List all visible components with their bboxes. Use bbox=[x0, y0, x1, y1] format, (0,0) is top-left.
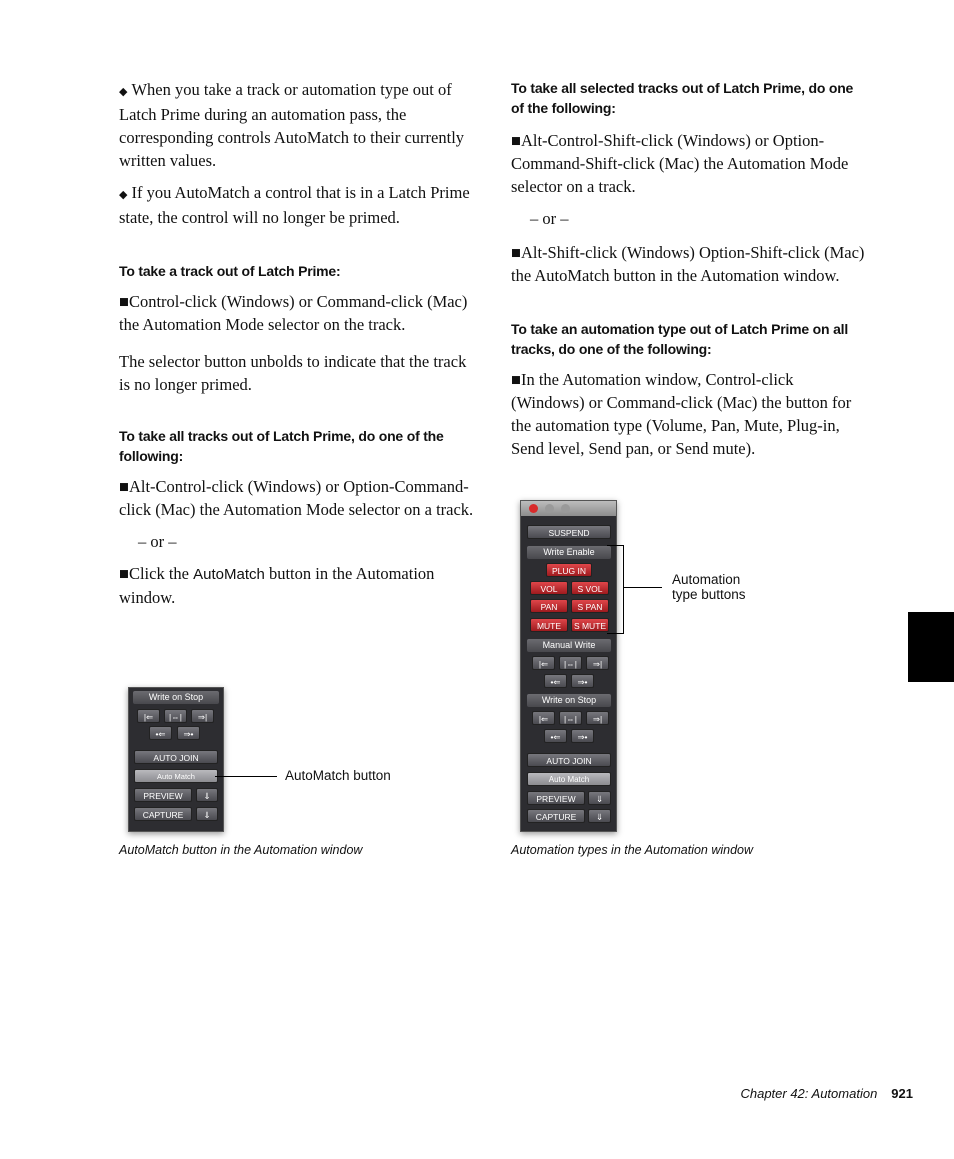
page-number: 921 bbox=[891, 1086, 913, 1101]
diamond-bullet-icon: ◆ bbox=[119, 188, 128, 201]
capture-button[interactable]: CAPTURE bbox=[134, 807, 192, 821]
or-separator: – or – bbox=[138, 532, 177, 551]
auto-match-button[interactable]: Auto Match bbox=[134, 769, 218, 783]
bracket-top bbox=[607, 545, 624, 546]
manual-write-header: Manual Write bbox=[527, 639, 611, 652]
bracket-bottom bbox=[607, 633, 624, 634]
step-paragraph: ■In the Automation window, Control-click (Windows) or Command-click (Mac) the button for the automation type (Volume, Pan, Mute, Plug-in, Send level, Send pan, or Send mute). bbox=[511, 370, 852, 458]
plug-in-button[interactable]: PLUG IN bbox=[546, 563, 592, 577]
s-vol-button[interactable]: S VOL bbox=[571, 581, 609, 595]
step-paragraph: ■Alt-Control-click (Windows) or Option-Command-click (Mac) the Automation Mode selector on a track. bbox=[119, 477, 474, 519]
auto-join-button[interactable]: AUTO JOIN bbox=[134, 750, 218, 764]
chapter-thumb-tab bbox=[908, 612, 954, 682]
step-paragraph: ■Alt-Shift-click (Windows) Option-Shift-click (Mac) the AutoMatch button in the Automation window. bbox=[511, 243, 865, 285]
close-icon[interactable] bbox=[529, 504, 538, 513]
automation-window-large bbox=[520, 500, 617, 832]
write-on-stop-header: Write on Stop bbox=[133, 691, 219, 704]
procedure-heading: To take a track out of Latch Prime: bbox=[119, 263, 341, 279]
manual-write-next-button[interactable]: ⇒• bbox=[571, 674, 594, 688]
figure-caption: AutoMatch button in the Automation window bbox=[119, 843, 363, 857]
write-on-stop-header: Write on Stop bbox=[527, 694, 611, 707]
callout-line bbox=[215, 776, 277, 777]
s-pan-button[interactable]: S PAN bbox=[571, 599, 609, 613]
stop-write-start-button[interactable]: |⇐ bbox=[532, 711, 555, 725]
bullet-paragraph: ◆ When you take a track or automation type out of Latch Prime during an automation pass, the corresponding controls AutoMatch to their currently written values. bbox=[119, 80, 465, 170]
square-bullet-icon: ■ bbox=[511, 243, 521, 262]
automation-window-small bbox=[128, 687, 224, 832]
automatch-code: AutoMatch bbox=[193, 566, 265, 583]
step-paragraph: ■Alt-Control-Shift-click (Windows) or Option-Command-Shift-click (Mac) the Automation Mode selector on a track. bbox=[511, 131, 849, 196]
left-column bbox=[119, 78, 477, 618]
capture-button[interactable]: CAPTURE bbox=[527, 809, 585, 823]
mute-button[interactable]: MUTE bbox=[530, 618, 568, 632]
square-bullet-icon: ■ bbox=[511, 370, 521, 389]
or-separator: – or – bbox=[530, 209, 569, 228]
square-bullet-icon: ■ bbox=[119, 477, 129, 496]
automatch-callout: AutoMatch button bbox=[285, 768, 391, 783]
stop-write-end-button[interactable]: ⇒| bbox=[586, 711, 609, 725]
procedure-heading: To take an automation type out of Latch Prime on all tracks, do one of the following: bbox=[511, 321, 849, 357]
vol-button[interactable]: VOL bbox=[530, 581, 568, 595]
stop-write-all-button[interactable]: |⇔| bbox=[559, 711, 582, 725]
write-start-button[interactable]: |⇐ bbox=[137, 709, 160, 723]
write-prev-button[interactable]: •⇐ bbox=[149, 726, 172, 740]
suspend-button[interactable]: SUSPEND bbox=[527, 525, 611, 539]
preview-button[interactable]: PREVIEW bbox=[527, 791, 585, 805]
capture-arrow-icon[interactable]: ⇓ bbox=[196, 807, 218, 821]
right-column bbox=[511, 78, 869, 469]
square-bullet-icon: ■ bbox=[511, 131, 521, 150]
step-paragraph: ■Control-click (Windows) or Command-click (Mac) the Automation Mode selector on the track. bbox=[119, 292, 468, 334]
page-footer: Chapter 42: Automation 921 bbox=[740, 1086, 913, 1101]
preview-arrow-icon[interactable]: ⇓ bbox=[196, 788, 218, 802]
diamond-bullet-icon: ◆ bbox=[119, 85, 128, 98]
manual-write-prev-button[interactable]: •⇐ bbox=[544, 674, 567, 688]
write-enable-header: Write Enable bbox=[527, 546, 611, 559]
stop-write-prev-button[interactable]: •⇐ bbox=[544, 729, 567, 743]
step-paragraph: ■Click the AutoMatch button in the Automation window. bbox=[119, 564, 435, 607]
manual-write-all-button[interactable]: |⇔| bbox=[559, 656, 582, 670]
bracket-vertical bbox=[623, 545, 624, 634]
pan-button[interactable]: PAN bbox=[530, 599, 568, 613]
callout-line bbox=[624, 587, 662, 588]
procedure-heading: To take all tracks out of Latch Prime, do one of the following: bbox=[119, 428, 444, 464]
s-mute-button[interactable]: S MUTE bbox=[571, 618, 609, 632]
square-bullet-icon: ■ bbox=[119, 292, 129, 311]
manual-write-end-button[interactable]: ⇒| bbox=[586, 656, 609, 670]
procedure-heading: To take all selected tracks out of Latch Prime, do one of the following: bbox=[511, 80, 854, 116]
write-all-button[interactable]: |⇔| bbox=[164, 709, 187, 723]
preview-button[interactable]: PREVIEW bbox=[134, 788, 192, 802]
note-paragraph: The selector button unbolds to indicate that the track is no longer primed. bbox=[119, 352, 467, 394]
minimize-icon[interactable] bbox=[545, 504, 554, 513]
auto-match-button[interactable]: Auto Match bbox=[527, 772, 611, 786]
auto-join-button[interactable]: AUTO JOIN bbox=[527, 753, 611, 767]
bullet-paragraph: ◆ If you AutoMatch a control that is in a Latch Prime state, the control will no longer be primed. bbox=[119, 183, 470, 227]
zoom-icon[interactable] bbox=[561, 504, 570, 513]
stop-write-next-button[interactable]: ⇒• bbox=[571, 729, 594, 743]
figure-caption: Automation types in the Automation window bbox=[511, 843, 754, 857]
square-bullet-icon: ■ bbox=[119, 564, 129, 583]
automation-types-callout: Automation type buttons bbox=[672, 572, 746, 602]
write-end-button[interactable]: ⇒| bbox=[191, 709, 214, 723]
capture-arrow-icon[interactable]: ⇓ bbox=[588, 809, 611, 823]
manual-write-start-button[interactable]: |⇐ bbox=[532, 656, 555, 670]
preview-arrow-icon[interactable]: ⇓ bbox=[588, 791, 611, 805]
write-next-button[interactable]: ⇒• bbox=[177, 726, 200, 740]
